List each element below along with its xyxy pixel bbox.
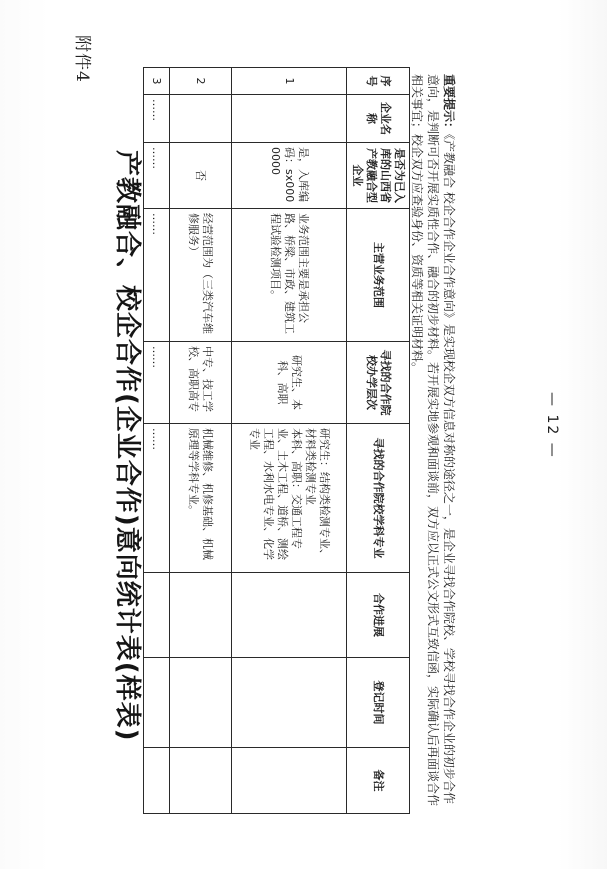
table-header-row	[347, 68, 410, 814]
cell-company	[170, 95, 232, 143]
cell-is-enterprise: 否	[170, 143, 232, 209]
header-reg-time: 登记时间	[347, 658, 410, 748]
cell-school-level: ……	[144, 342, 170, 424]
cell-major: 机械维修、机修基础、机械原理等学科专业。	[170, 424, 232, 573]
document-title: 产教融合、校企合作(企业合作)意向统计表(样表)	[112, 150, 142, 742]
header-is-enterprise: 是否为已入库的山西省产教融合型企业	[347, 143, 410, 209]
cell-no: 3	[144, 68, 170, 95]
cell-scope: ……	[144, 209, 170, 342]
table-row	[232, 68, 347, 814]
cell-remark	[170, 748, 232, 814]
notes-label: 重要提示：	[442, 74, 456, 135]
header-no: 序号	[347, 68, 410, 95]
cell-reg-time	[170, 658, 232, 748]
header-scope: 主营业务范围	[347, 209, 410, 342]
page-number: — 12 —	[544, 392, 560, 459]
cell-remark	[144, 748, 170, 814]
cell-no: 1	[232, 68, 347, 95]
cell-scope: 业务范围主要是承担公路、桥梁、市政、建筑工程试验检测项目。	[232, 209, 347, 342]
header-school-level: 寻找的合作院校办学层次	[347, 342, 410, 424]
attachment-label: 附件4	[72, 35, 92, 83]
cell-progress	[170, 573, 232, 658]
cell-is-enterprise: 是，入库编码：sx0000000	[232, 143, 347, 209]
cell-major: 研究生：结构类检测专业、材料类检测专业 本科、高职：交通工程专业、土木工程、道桥、测绘工程、水利水电专业、化学专业	[232, 424, 347, 573]
important-notes	[409, 74, 457, 814]
cell-major: ……	[144, 424, 170, 573]
table-row	[170, 68, 232, 814]
header-remark: 备注	[347, 748, 410, 814]
intent-table	[143, 67, 410, 814]
cell-remark	[232, 748, 347, 814]
cell-progress	[144, 573, 170, 658]
cell-reg-time	[232, 658, 347, 748]
cell-is-enterprise: ……	[144, 143, 170, 209]
table-row	[144, 68, 170, 814]
cell-reg-time	[144, 658, 170, 748]
header-progress: 合作进展	[347, 573, 410, 658]
cell-no: 2	[170, 68, 232, 95]
cell-company	[232, 95, 347, 143]
cell-progress	[232, 573, 347, 658]
cell-scope: 经营范围为（三类汽车维修服务）	[170, 209, 232, 342]
header-major: 寻找的合作院校学科专业	[347, 424, 410, 573]
cell-company: ……	[144, 95, 170, 143]
cell-school-level: 中专、技工学校、高职高专	[170, 342, 232, 424]
notes-text: 《产教融合 校企合作企业合作意向》是实现校企双方信息对称的途径之一，是企业寻找合作院校、学校寻找合作企业的初步合作意向，是判断可否开展实质性合作、融合的初步材料。若开展实地参观和面谈前，双方应以正式公文形式互致信函，实际确认后再面谈合作相关事宜；校企双方应查验身份、资质等相关证明材料。	[410, 74, 456, 807]
cell-school-level: 研究生、本科、高职	[232, 342, 347, 424]
header-company: 企业名称	[347, 95, 410, 143]
